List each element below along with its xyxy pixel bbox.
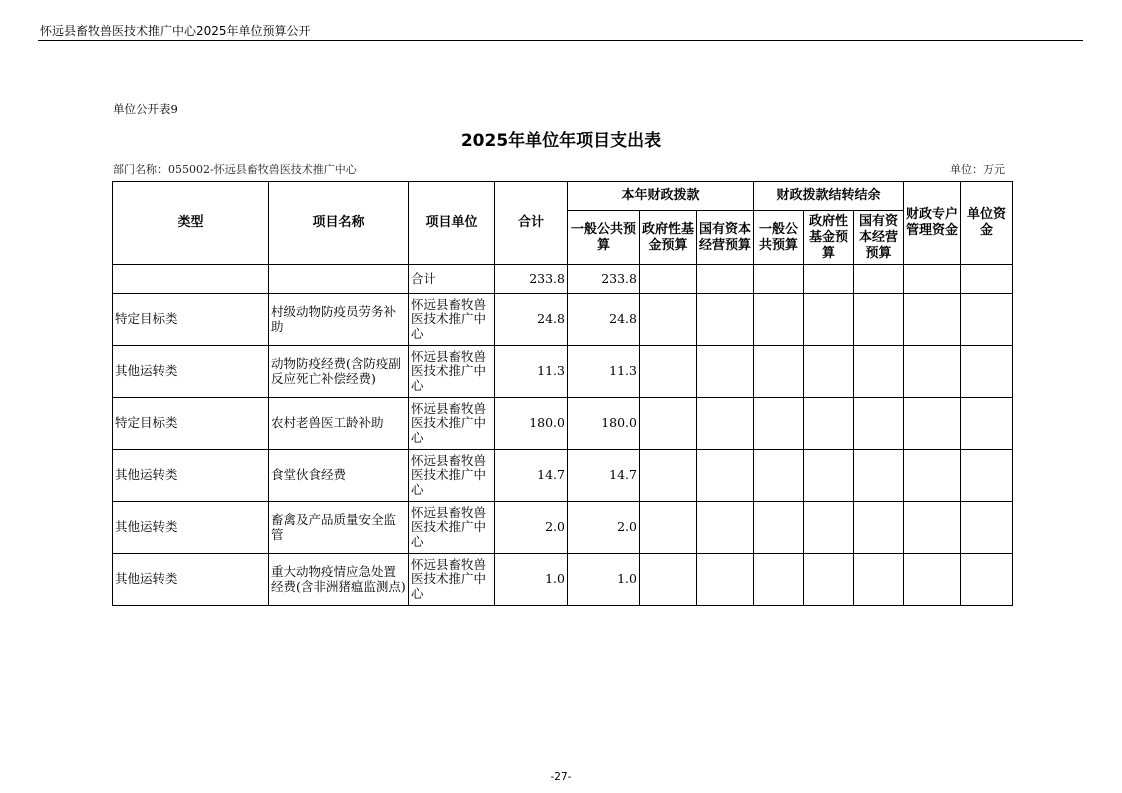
row-project-name: 农村老兽医工龄补助 bbox=[269, 398, 409, 450]
row-type: 其他运转类 bbox=[113, 346, 269, 398]
header-general-budget: 一般公共预算 bbox=[568, 211, 640, 265]
total-type-cell bbox=[113, 265, 269, 294]
total-name-cell bbox=[269, 265, 409, 294]
row-project-name: 食堂伙食经费 bbox=[269, 450, 409, 502]
table-row bbox=[113, 450, 1013, 502]
total-row-sum: 233.8 bbox=[495, 265, 568, 294]
row-general-budget: 180.0 bbox=[568, 398, 640, 450]
row-project-name: 畜禽及产品质量安全监管 bbox=[269, 502, 409, 554]
row-type: 特定目标类 bbox=[113, 294, 269, 346]
table-row bbox=[113, 398, 1013, 450]
table-row bbox=[113, 554, 1013, 606]
row-total: 2.0 bbox=[495, 502, 568, 554]
row-project-name: 村级动物防疫员劳务补助 bbox=[269, 294, 409, 346]
row-type: 其他运转类 bbox=[113, 554, 269, 606]
budget-table bbox=[112, 181, 1013, 606]
header-unit-funds: 单位资金 bbox=[961, 182, 1013, 265]
row-total: 1.0 bbox=[495, 554, 568, 606]
row-general-budget: 1.0 bbox=[568, 554, 640, 606]
header-state-capital-budget: 国有资本经营预算 bbox=[697, 211, 754, 265]
total-row bbox=[113, 265, 1013, 294]
page-number: -27- bbox=[550, 771, 572, 783]
row-project-unit: 怀远县畜牧兽医技术推广中心 bbox=[409, 294, 495, 346]
row-general-budget: 2.0 bbox=[568, 502, 640, 554]
unit-label: 单位：万元 bbox=[950, 163, 1005, 176]
row-total: 24.8 bbox=[495, 294, 568, 346]
header-type: 类型 bbox=[113, 182, 269, 265]
page-title: 2025年单位年项目支出表 bbox=[460, 131, 662, 151]
header-carryover: 财政拨款结转结余 bbox=[754, 182, 904, 211]
row-project-unit: 怀远县畜牧兽医技术推广中心 bbox=[409, 554, 495, 606]
row-type: 其他运转类 bbox=[113, 502, 269, 554]
row-type: 其他运转类 bbox=[113, 450, 269, 502]
header-carry-state-capital-budget: 国有资本经营预算 bbox=[854, 211, 904, 265]
header-carry-general-budget: 一般公共预算 bbox=[754, 211, 804, 265]
row-general-budget: 24.8 bbox=[568, 294, 640, 346]
row-project-unit: 怀远县畜牧兽医技术推广中心 bbox=[409, 346, 495, 398]
department-name: 部门名称：055002-怀远县畜牧兽医技术推广中心 bbox=[113, 163, 357, 176]
row-total: 11.3 bbox=[495, 346, 568, 398]
total-row-general: 233.8 bbox=[568, 265, 640, 294]
row-total: 14.7 bbox=[495, 450, 568, 502]
total-row-label: 合计 bbox=[409, 265, 495, 294]
table-row bbox=[113, 346, 1013, 398]
row-general-budget: 11.3 bbox=[568, 346, 640, 398]
row-project-name: 动物防疫经费(含防疫副反应死亡补偿经费) bbox=[269, 346, 409, 398]
row-project-unit: 怀远县畜牧兽医技术推广中心 bbox=[409, 450, 495, 502]
row-general-budget: 14.7 bbox=[568, 450, 640, 502]
row-type: 特定目标类 bbox=[113, 398, 269, 450]
row-total: 180.0 bbox=[495, 398, 568, 450]
table-row bbox=[113, 294, 1013, 346]
header-special-account-funds: 财政专户管理资金 bbox=[904, 182, 961, 265]
row-project-unit: 怀远县畜牧兽医技术推广中心 bbox=[409, 502, 495, 554]
row-project-unit: 怀远县畜牧兽医技术推广中心 bbox=[409, 398, 495, 450]
header-carry-gov-fund-budget: 政府性基金预算 bbox=[804, 211, 854, 265]
header-project-name: 项目名称 bbox=[269, 182, 409, 265]
header-project-unit: 项目单位 bbox=[409, 182, 495, 265]
table-code: 单位公开表9 bbox=[113, 102, 178, 116]
table-row bbox=[113, 502, 1013, 554]
header-total: 合计 bbox=[495, 182, 568, 265]
header-current-year-appropriation: 本年财政拨款 bbox=[568, 182, 754, 211]
running-header: 怀远县畜牧兽医技术推广中心2025年单位预算公开 bbox=[40, 24, 311, 38]
row-project-name: 重大动物疫情应急处置经费(含非洲猪瘟监测点) bbox=[269, 554, 409, 606]
header-rule bbox=[38, 40, 1083, 41]
table-header bbox=[113, 182, 1013, 265]
header-gov-fund-budget: 政府性基金预算 bbox=[640, 211, 697, 265]
